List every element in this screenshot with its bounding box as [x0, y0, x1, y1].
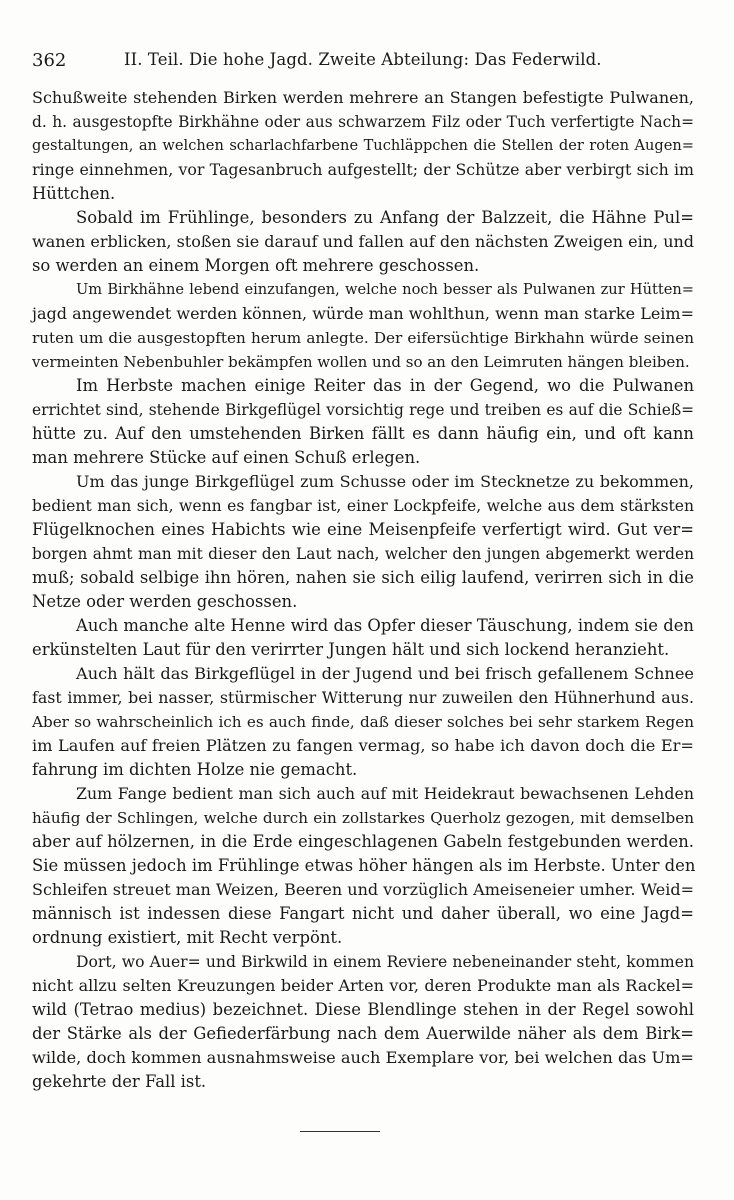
text-line: fast immer, bei nasser, stürmischer Witterung nur zuweilen den Hühnerhund aus.	[32, 688, 694, 707]
text-line: muß; sobald selbige ihn hören, nahen sie sich eilig laufend, verirren sich in die	[32, 568, 694, 587]
page-header	[32, 50, 692, 74]
text-line: Auch manche alte Henne wird das Opfer dieser Täuschung, indem sie den	[76, 616, 694, 635]
text-line: ruten um die ausgestopften herum anlegte. Der eifersüchtige Birkhahn würde seinen	[32, 329, 694, 347]
text-line: ordnung existiert, mit Recht verpönt.	[32, 928, 343, 947]
text-line: gestaltungen, an welchen scharlachfarbene Tuchläppchen die Stellen der roten Augen=	[32, 137, 694, 154]
text-line: borgen ahmt man mit dieser den Laut nach, welcher den jungen abgemerkt werden	[32, 545, 694, 563]
text-line: Zum Fange bedient man sich auch auf mit Heidekraut bewachsenen Lehden	[76, 784, 694, 803]
running-head: II. Teil. Die hohe Jagd. Zweite Abteilung: Das Federwild.	[124, 50, 602, 69]
text-line: ringe einnehmen, vor Tagesanbruch aufgestellt; der Schütze aber verbirgt sich im	[32, 160, 694, 179]
text-line: häufig der Schlingen, welche durch ein zollstarkes Querholz gezogen, mit demselben	[32, 809, 694, 827]
body-text	[32, 86, 694, 1094]
text-line: Sobald im Frühlinge, besonders zu Anfang der Balzzeit, die Hähne Pul=	[76, 208, 694, 227]
text-line: vermeinten Nebenbuhler bekämpfen wollen und so an den Leimruten hängen bleiben.	[32, 353, 690, 371]
text-line: Dort, wo Auer= und Birkwild in einem Reviere nebeneinander steht, kommen	[76, 953, 694, 971]
text-line: fahrung im dichten Holze nie gemacht.	[32, 760, 358, 779]
text-line: Um Birkhähne lebend einzufangen, welche noch besser als Pulwanen zur Hütten=	[76, 281, 694, 298]
text-line: d. h. ausgestopfte Birkhähne oder aus schwarzem Filz oder Tuch verfertigte Nach=	[32, 113, 694, 131]
text-line: wilde, doch kommen ausnahmsweise auch Exemplare vor, bei welchen das Um=	[32, 1048, 694, 1067]
text-line: Sie müssen jedoch im Frühlinge etwas höher hängen als im Herbste. Unter den	[32, 856, 696, 875]
page-number: 362	[32, 50, 67, 71]
text-line: wanen erblicken, stoßen sie darauf und fallen auf den nächsten Zweigen ein, und	[32, 232, 695, 251]
text-line: erkünstelten Laut für den verirrter Jungen hält und sich lockend heranzieht.	[32, 640, 670, 659]
text-line: hütte zu. Auf den umstehenden Birken fällt es dann häufig ein, und oft kann	[32, 424, 694, 443]
text-line: Im Herbste machen einige Reiter das in der Gegend, wo die Pulwanen	[76, 376, 694, 395]
text-line: bedient man sich, wenn es fangbar ist, einer Lockpfeife, welche aus dem stärksten	[32, 497, 694, 515]
text-line: gekehrte der Fall ist.	[32, 1072, 207, 1091]
end-rule	[300, 1131, 380, 1132]
text-line: Schußweite stehenden Birken werden mehrere an Stangen befestigte Pulwanen,	[32, 88, 694, 107]
text-line: Hüttchen.	[32, 184, 116, 203]
text-line: Schleifen streuet man Weizen, Beeren und vorzüglich Ameiseneier umher. Weid=	[32, 880, 694, 899]
text-line: Flügelknochen eines Habichts wie eine Meisenpfeife verfertigt wird. Gut ver=	[32, 520, 694, 539]
text-line: man mehrere Stücke auf einen Schuß erlegen.	[32, 448, 421, 467]
text-line: Netze oder werden geschossen.	[32, 592, 298, 611]
text-line: Um das junge Birkgeflügel zum Schusse oder im Stecknetze zu bekommen,	[76, 472, 694, 491]
text-line: Aber so wahrscheinlich ich es auch finde, daß dieser solches bei sehr starkem Regen	[32, 713, 694, 731]
text-line: errichtet sind, stehende Birkgeflügel vorsichtig rege und treiben es auf die Schieß=	[32, 401, 694, 419]
text-line: Auch hält das Birkgeflügel in der Jugend und bei frisch gefallenem Schnee	[76, 664, 694, 683]
text-line: nicht allzu selten Kreuzungen beider Arten vor, deren Produkte man als Rackel=	[32, 976, 694, 995]
text-line: männisch ist indessen diese Fangart nicht und daher überall, wo eine Jagd=	[32, 904, 694, 923]
text-line: der Stärke als der Gefiederfärbung nach dem Auerwilde näher als dem Birk=	[32, 1024, 694, 1043]
text-line: jagd angewendet werden können, würde man wohlthun, wenn man starke Leim=	[32, 304, 694, 323]
text-line: so werden an einem Morgen oft mehrere geschossen.	[32, 256, 480, 275]
text-line: im Laufen auf freien Plätzen zu fangen vermag, so habe ich davon doch die Er=	[32, 736, 694, 755]
text-line: wild (Tetrao medius) bezeichnet. Diese Blendlinge stehen in der Regel sowohl	[32, 1000, 694, 1019]
text-line: aber auf hölzernen, in die Erde eingeschlagenen Gabeln festgebunden werden.	[32, 832, 694, 851]
